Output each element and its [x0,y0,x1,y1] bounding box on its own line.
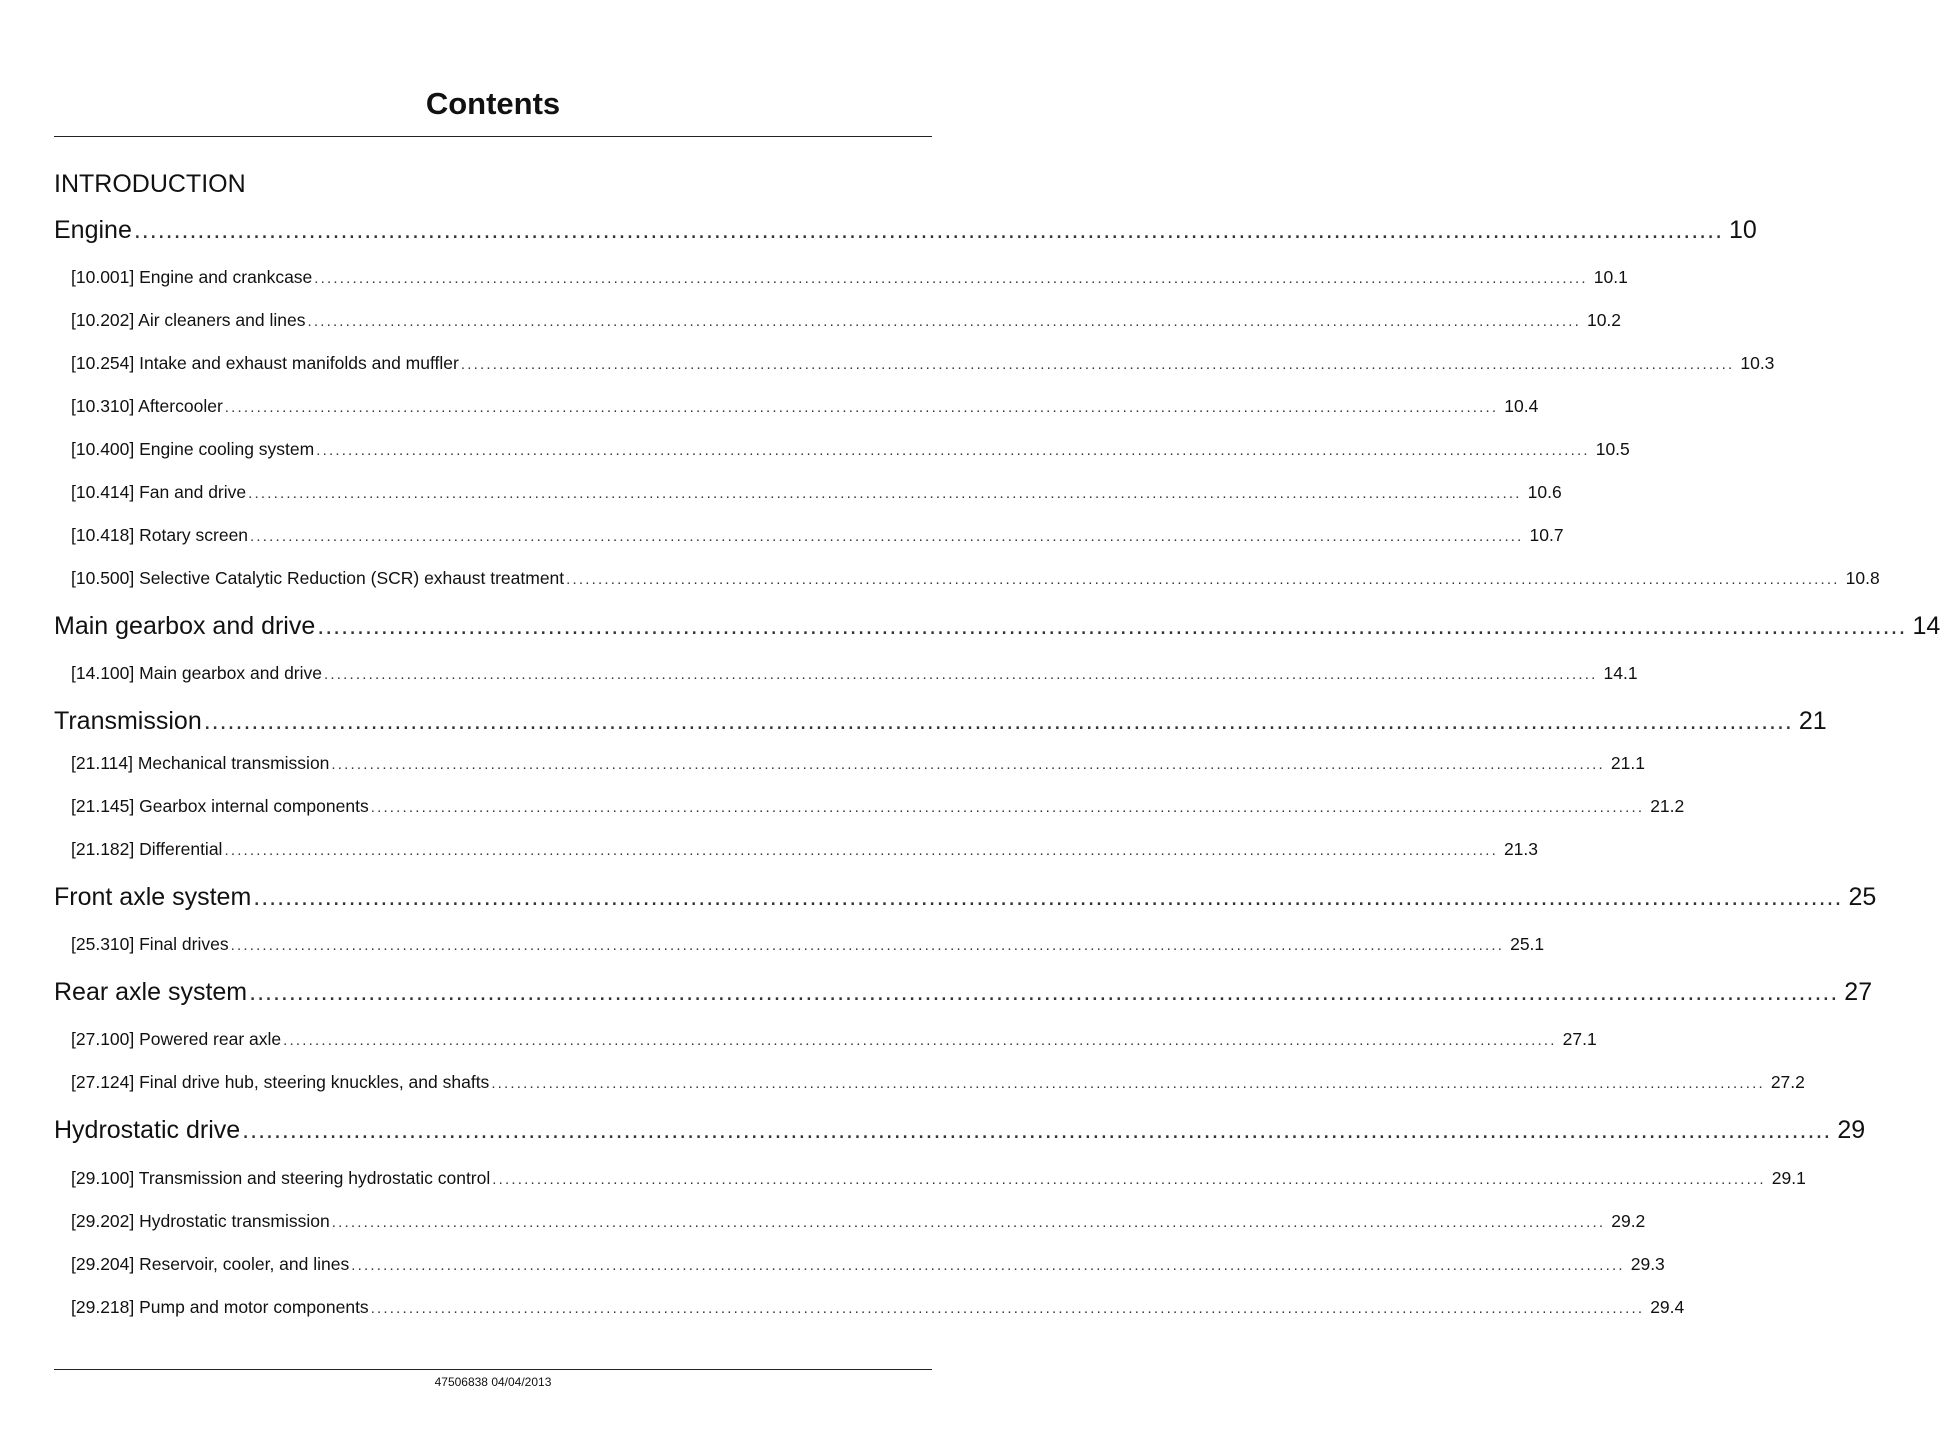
dot-leader: ........................................................................................................................................................................................................ [331,1214,1606,1231]
chapter-label: Engine [54,216,132,244]
toc-section[interactable] [54,1254,1665,1278]
toc-section[interactable] [54,1072,1805,1096]
dot-leader: ........................................................................................................................................................................................................ [307,313,1581,330]
dot-leader: ........................................................................................................................................................................................................ [314,270,1588,287]
footer-divider [54,1369,932,1370]
chapter-page: 10 [1729,216,1757,244]
toc-section[interactable] [54,934,1545,958]
dot-leader: ........................................................................................................................................................................................................ [370,799,1645,816]
section-label: [10.400] Engine cooling system [71,439,315,459]
toc-section[interactable] [54,310,1622,334]
chapter-page: 25 [1848,883,1877,911]
section-page: 10.6 [1527,482,1562,502]
section-label: [29.100] Transmission and steering hydrostatic control [71,1168,491,1188]
dot-leader: ........................................................................................................................................................................................................ [492,1171,1766,1188]
section-label: [27.124] Final drive hub, steering knuckles, and shafts [71,1072,490,1092]
toc-section[interactable] [54,353,1775,377]
footer-doc-id: 47506838 04/04/2013 [434,1375,552,1389]
section-page: 21.2 [1650,796,1685,816]
chapter-page: 14 [1912,612,1940,640]
dot-leader: ........................................................................................................................................................................................................ [230,937,1505,954]
dot-leader: ........................................................................................................................................................................................................ [316,442,1590,459]
section-label: [10.310] Aftercooler [71,396,223,416]
toc-section[interactable] [54,396,1539,420]
toc-chapter-rear-axle[interactable] [54,978,1873,1010]
dot-leader: ........................................................................................................................................................................................................ [248,485,1522,502]
section-page: 10.3 [1740,353,1775,373]
dot-leader: ........................................................................................................................................................................................................ [331,756,1605,773]
section-page: 27.1 [1562,1029,1597,1049]
section-label: [21.145] Gearbox internal components [71,796,369,816]
section-label: [10.001] Engine and crankcase [71,267,313,287]
dot-leader: ........................................................................................................................................................................................................ [370,1300,1645,1317]
toc-section[interactable] [54,796,1685,820]
section-label: [10.254] Intake and exhaust manifolds and muffler [71,353,459,373]
section-label: [29.202] Hydrostatic transmission [71,1211,330,1231]
toc-section[interactable] [54,839,1539,863]
toc-chapter-transmission[interactable] [54,707,1827,739]
section-label: [10.418] Rotary screen [71,525,249,545]
section-label: [10.202] Air cleaners and lines [71,310,306,330]
toc-section[interactable] [54,482,1562,506]
chapter-label: Main gearbox and drive [54,612,316,640]
toc-section[interactable] [54,525,1564,549]
toc-section[interactable] [54,439,1630,463]
section-label: [14.100] Main gearbox and drive [71,663,322,683]
section-page: 25.1 [1510,934,1545,954]
dot-leader: ........................................................................................................................................................................................................ [203,707,1793,735]
chapter-page: 27 [1844,978,1873,1006]
dot-leader: ........................................................................................................................................................................................................ [224,399,1499,416]
toc-chapter-front-axle[interactable] [54,883,1877,915]
section-label: [25.310] Final drives [71,934,229,954]
section-label: [29.204] Reservoir, cooler, and lines [71,1254,350,1274]
toc-section[interactable] [54,1168,1806,1192]
toc-section[interactable] [54,753,1645,777]
section-label: [27.100] Powered rear axle [71,1029,282,1049]
toc-section[interactable] [54,1029,1597,1053]
toc-section[interactable] [54,1297,1685,1321]
section-page: 10.7 [1529,525,1564,545]
toc-introduction[interactable]: INTRODUCTION [54,170,246,198]
section-page: 10.4 [1504,396,1539,416]
section-page: 29.1 [1771,1168,1806,1188]
toc-section[interactable] [54,267,1628,291]
dot-leader: ........................................................................................................................................................................................................ [250,528,1524,545]
toc-section[interactable] [54,663,1638,687]
section-label: [10.500] Selective Catalytic Reduction (SCR) exhaust treatment [71,568,565,588]
section-label: [10.414] Fan and drive [71,482,247,502]
chapter-label: Hydrostatic drive [54,1116,241,1144]
dot-leader: ........................................................................................................................................................................................................ [283,1032,1557,1049]
section-page: 10.5 [1595,439,1630,459]
toc-chapter-engine[interactable] [54,216,1757,248]
section-page: 14.1 [1603,663,1638,683]
toc-section[interactable] [54,1211,1646,1235]
toc-chapter-main-gearbox[interactable] [54,612,1940,644]
section-label: [21.182] Differential [71,839,223,859]
chapter-page: 29 [1837,1116,1866,1144]
toc-chapter-hydrostatic-drive[interactable] [54,1116,1866,1148]
section-page: 21.3 [1503,839,1539,859]
page-title: Contents [425,86,561,121]
dot-leader: ........................................................................................................................................................................................................ [133,216,1724,244]
section-page: 10.2 [1586,310,1622,330]
section-label: [29.218] Pump and motor components [71,1297,369,1317]
section-page: 10.1 [1593,267,1628,287]
dot-leader: ........................................................................................................................................................................................................ [351,1257,1625,1274]
chapter-label: Rear axle system [54,978,248,1006]
dot-leader: ........................................................................................................................................................................................................ [460,356,1735,373]
dot-leader: ........................................................................................................................................................................................................ [242,1116,1832,1144]
dot-leader: ........................................................................................................................................................................................................ [317,612,1907,640]
dot-leader: ........................................................................................................................................................................................................ [224,842,1498,859]
section-page: 29.2 [1611,1211,1646,1231]
section-page: 29.4 [1650,1297,1685,1317]
title-divider [54,136,932,137]
dot-leader: ........................................................................................................................................................................................................ [491,1075,1765,1092]
section-page: 27.2 [1770,1072,1805,1092]
section-page: 29.3 [1630,1254,1665,1274]
dot-leader: ........................................................................................................................................................................................................ [249,978,1839,1006]
dot-leader: ........................................................................................................................................................................................................ [566,571,1840,588]
chapter-page: 21 [1798,707,1827,735]
dot-leader: ........................................................................................................................................................................................................ [253,883,1843,911]
section-page: 21.1 [1610,753,1645,773]
section-label: [21.114] Mechanical transmission [71,753,330,773]
dot-leader: ........................................................................................................................................................................................................ [324,666,1598,683]
section-page: 10.8 [1845,568,1880,588]
chapter-label: Front axle system [54,883,252,911]
toc-section[interactable] [54,568,1880,592]
chapter-label: Transmission [54,707,202,735]
